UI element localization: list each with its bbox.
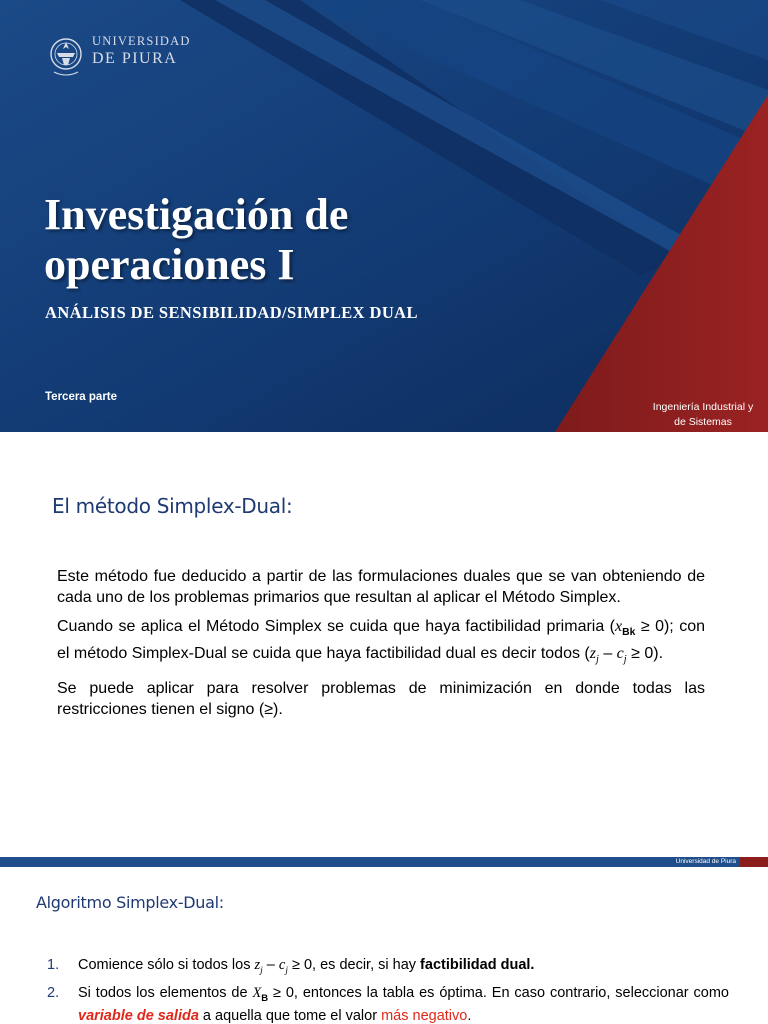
step1-text-b: ≥ 0, es decir, si hay xyxy=(287,957,421,973)
paragraph-3: Se puede aplicar para resolver problemas de minimización en donde todas las restricciones tienen el signo (≥). xyxy=(57,680,705,719)
step2-exit-variable: variable de salida xyxy=(78,1007,199,1024)
step1-minus: – xyxy=(262,957,279,973)
logo-line1: UNIVERSIDAD xyxy=(92,34,191,48)
step1-text-a: Comience sólo si todos los xyxy=(78,957,255,973)
p2-minus: – xyxy=(598,645,617,663)
list-item xyxy=(47,956,729,981)
university-logo xyxy=(48,32,191,82)
step-number: 1. xyxy=(47,957,60,973)
step2-x-var: X xyxy=(252,984,262,1001)
faculty-label xyxy=(636,400,768,430)
main-title-line2: operaciones I xyxy=(44,240,295,289)
footer-accent xyxy=(740,857,768,867)
step1-z-var: z xyxy=(254,957,261,973)
main-title-line1: Investigación de xyxy=(44,190,349,239)
p2-c-var: c xyxy=(616,645,624,663)
paragraph-2 xyxy=(57,616,705,670)
algorithm-title: Algoritmo Simplex-Dual: xyxy=(36,893,224,912)
paragraph-1: Este método fue deducido a partir de las formulaciones duales que se van obteniendo de cada uno de los problemas primarios que resultan al aplicar el Método Simplex. xyxy=(57,568,705,606)
step1-bold: factibilidad dual. xyxy=(420,957,535,973)
part-label: Tercera parte xyxy=(45,391,118,403)
section-title: El método Simplex-Dual: xyxy=(52,494,293,518)
section-body xyxy=(57,566,705,728)
algorithm-slide xyxy=(0,867,768,1024)
step2-text-a: Si todos los elementos de xyxy=(78,984,253,1001)
faculty-line1: Ingeniería Industrial y xyxy=(652,401,754,413)
step1-c-sub: j xyxy=(285,965,288,976)
university-seal-icon xyxy=(48,32,84,80)
p2-x-sub: Bk xyxy=(622,627,636,639)
simplex-dual-slide xyxy=(0,432,768,857)
step1-c-var: c xyxy=(278,957,286,973)
footer-band xyxy=(0,857,768,867)
p2-text-a: Cuando se aplica el Método Simplex se cuida que haya factibilidad primaria ( xyxy=(57,618,616,635)
p2-text-end: ≥ 0). xyxy=(626,645,664,663)
p2-x-var: x xyxy=(615,618,623,635)
p2-z-sub: j xyxy=(595,654,599,666)
step2-most-negative: más negativo xyxy=(381,1007,468,1024)
p2-text-b: ≥ 0); con el método Simplex-Dual se cuida que haya factibilidad dual es decir todos ( xyxy=(57,618,705,663)
main-title xyxy=(44,190,348,290)
algorithm-steps xyxy=(47,956,729,1024)
step2-text-b: ≥ 0, entonces la tabla es óptima. En caso contrario, seleccionar como xyxy=(268,984,729,1001)
footer-label: Universidad de Piura xyxy=(675,858,736,865)
step1-z-sub: j xyxy=(260,965,263,976)
title-slide xyxy=(0,0,768,432)
step2-text-c: a aquella que tome el valor xyxy=(198,1007,382,1024)
faculty-line2: de Sistemas xyxy=(674,416,732,428)
step-number: 2. xyxy=(47,984,60,1001)
list-item xyxy=(47,984,729,1024)
step2-x-sub: B xyxy=(261,991,269,1003)
p2-c-sub: j xyxy=(623,654,627,666)
p2-z-var: z xyxy=(589,645,596,663)
logo-line2: DE PIURA xyxy=(92,49,178,67)
step2-text-end: . xyxy=(467,1007,472,1024)
slide-subtitle: ANÁLISIS DE SENSIBILIDAD/SIMPLEX DUAL xyxy=(45,303,418,322)
